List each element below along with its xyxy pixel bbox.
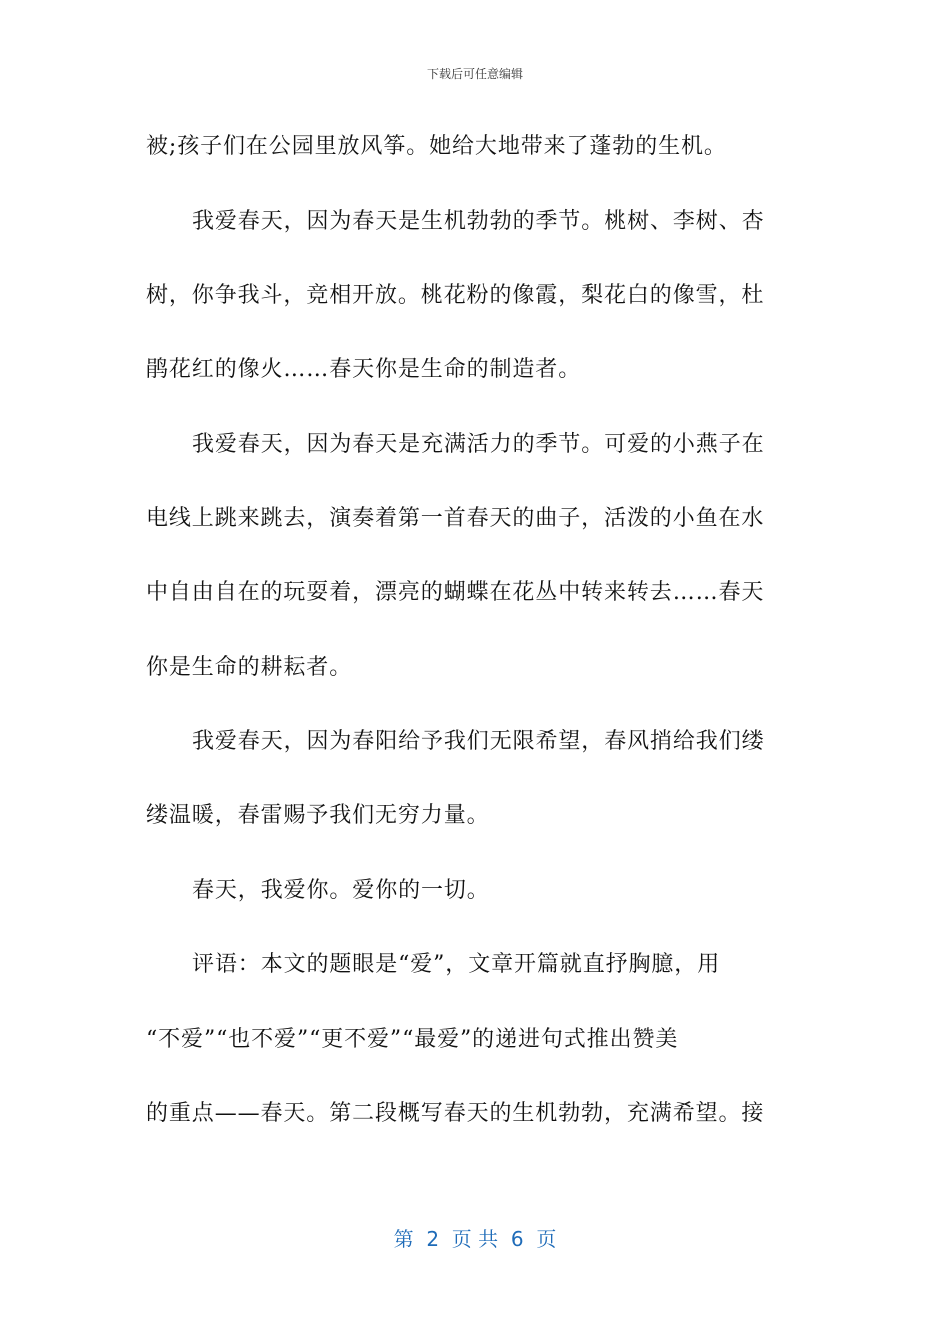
text-line: 我爱春天，因为春天是充满活力的季节。可爱的小燕子在	[192, 432, 765, 457]
text-line: 被;孩子们在公园里放风筝。她给大地带来了蓬勃的生机。	[146, 134, 727, 159]
text-line: 你是生命的耕耘者。	[146, 655, 353, 680]
page-header: 下载后可任意编辑	[426, 67, 523, 81]
text-line: 鹃花红的像火……春天你是生命的制造者。	[146, 357, 582, 382]
text-line: “不爱”“也不爱”“更不爱”“最爱”的递进句式推出赞美	[146, 1027, 679, 1052]
text-line: 评语：本文的题眼是“爱”，文章开篇就直抒胸臆，用	[192, 952, 721, 977]
text-line: 中自由自在的玩耍着，漂亮的蝴蝶在花丛中转来转去……春天	[146, 580, 765, 605]
text-line: 电线上跳来跳去，演奏着第一首春天的曲子，活泼的小鱼在水	[146, 506, 765, 531]
text-line: 我爱春天，因为春天是生机勃勃的季节。桃树、李树、杏	[192, 209, 765, 234]
text-line: 缕温暖，春雷赐予我们无穷力量。	[146, 803, 490, 828]
text-line: 我爱春天，因为春阳给予我们无限希望，春风捎给我们缕	[192, 729, 765, 754]
text-line: 的重点——春天。第二段概写春天的生机勃勃，充满希望。接	[146, 1101, 765, 1126]
text-line: 树，你争我斗，竞相开放。桃花粉的像霞，梨花白的像雪，杜	[146, 283, 765, 308]
text-line: 春天，我爱你。爱你的一切。	[192, 878, 490, 903]
page-number-footer: 第 2 页 共 6 页	[393, 1227, 557, 1251]
